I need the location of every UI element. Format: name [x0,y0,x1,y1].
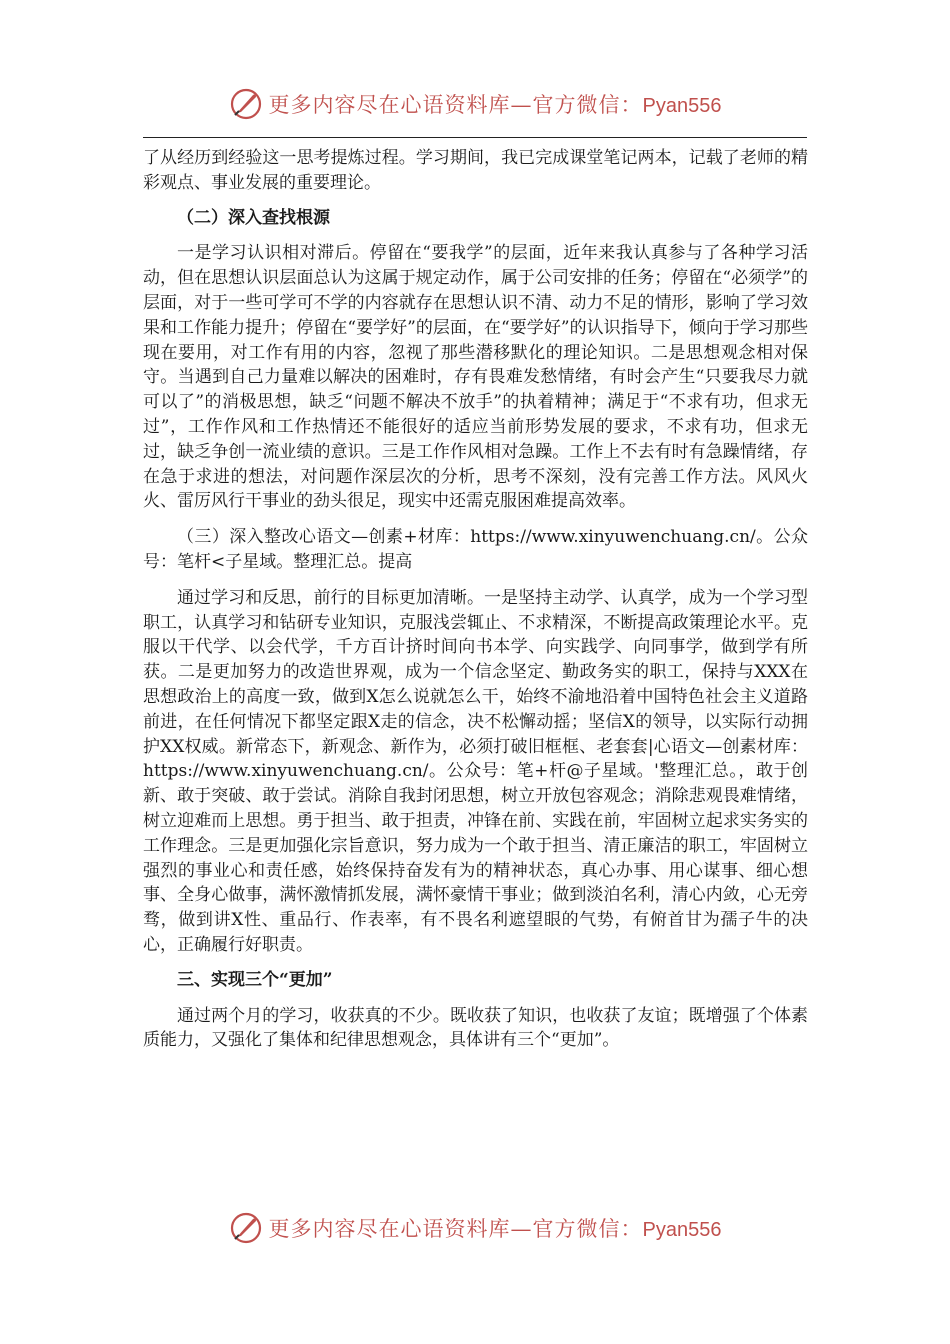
footer-banner [0,1208,950,1248]
header-banner [0,84,950,124]
paragraph-1: 了从经历到经验这一思考提炼过程。学习期间，我已完成课堂笔记两本，记载了老师的精彩观点、事业发展的重要理论。 [143,148,808,193]
document-body [143,146,808,1053]
paragraph-3: 通过学习和反思，前行的目标更加清晰。一是坚持主动学、认真学，成为一个学习型职工，认真学习和钻研专业知识，克服浅尝辄止、不求精深，不断提高政策理论水平。克服以干代学、以会代学，千方百计挤时间向书本学、向实践学、向同事学，做到学有所获。二是更加努力的改造世界观，成为一个信念坚定、勤政务实的职工，保持与XXX在思想政治上的高度一致，做到X怎么说就怎么干，始终不渝地沿着中国特色社会主义道路前进，在任何情况下都坚定跟X走的信念，决不松懈动摇；坚信X的领导，以实际行动拥护XX权威。新常态下，新观念、新作为，必须打破旧框框、老套套|心语文—创素材库：https://www.xinyuwenchuang.cn/。公众号：笔+杆@子星域。'整理汇总。，敢于创新、敢于突破、敢于尝试。消除自我封闭思想，树立开放包容观念；消除悲观畏难情绪，树立迎难而上思想。勇于担当、敢于担责，冲锋在前、实践在前，牢固树立起求实务实的工作理念。三是更加强化宗旨意识，努力成为一个敢于担当、清正廉洁的职工，牢固树立强烈的事业心和责任感，始终保持奋发有为的精神状态，真心办事、用心谋事、细心想事、全身心做事，满怀激情抓发展，满怀豪情干事业；做到淡泊名利，清心内敛，心无旁骛，做到讲X性、重品行、作表率，有不畏名利遮望眼的气势，有俯首甘为孺子牛的决心，正确履行好职责。 [143,587,808,955]
paragraph-2: 一是学习认识相对滞后。停留在“要我学”的层面，近年来我认真参与了各种学习活动，但在思想认识层面总认为这属于规定动作，属于公司安排的任务；停留在“必须学”的层面，对于一些可学可不学的内容就存在思想认识不清、动力不足的情形，影响了学习效果和工作能力提升；停留在“要学好”的层面，在“要学好”的认识指导下，倾向于学习那些现在要用，对工作有用的内容，忽视了那些潜移默化的理论知识。二是思想观念相对保守。当遇到自己力量难以解决的困难时，存有畏难发愁情绪，有时会产生“只要我尽力就可以了”的消极思想，缺乏“问题不解决不放手”的执着精神；满足于“不求有功，但求无过”，工作作风和工作热情还不能很好的适应当前形势发展的要求，不求有功，但求无过，缺乏争创一流业绩的意识。三是工作作风相对急躁。工作上不去有时有急躁情绪，存在急于求进的想法，对问题作深层次的分析，思考不深刻，没有完善工作方法。风风火火、雷厉风行干事业的劲头很足，现实中还需克服困难提高效率。 [143,243,808,512]
paragraph-4: 通过两个月的学习，收获真的不少。既收获了知识，也收获了友谊；既增强了个体素质能力，又强化了集体和纪律思想观念，具体讲有三个“更加”。 [143,1005,808,1051]
header-rule [143,137,807,138]
quill-logo-icon [229,1211,263,1245]
footer-banner-text: 更多内容尽在心语资料库—官方微信：Pyan556 [268,1217,722,1241]
section-heading-3: （三）深入整改心语文—创素+材库：https://www.xinyuwenchuang.cn/。公众号：笔杆<子星域。整理汇总。提高 [143,527,808,572]
section-heading-4: 三、实现三个“更加” [177,969,333,990]
header-banner-text: 更多内容尽在心语资料库—官方微信：Pyan556 [268,93,722,117]
quill-logo-icon [229,87,263,121]
section-heading-2: （二）深入查找根源 [177,207,330,228]
